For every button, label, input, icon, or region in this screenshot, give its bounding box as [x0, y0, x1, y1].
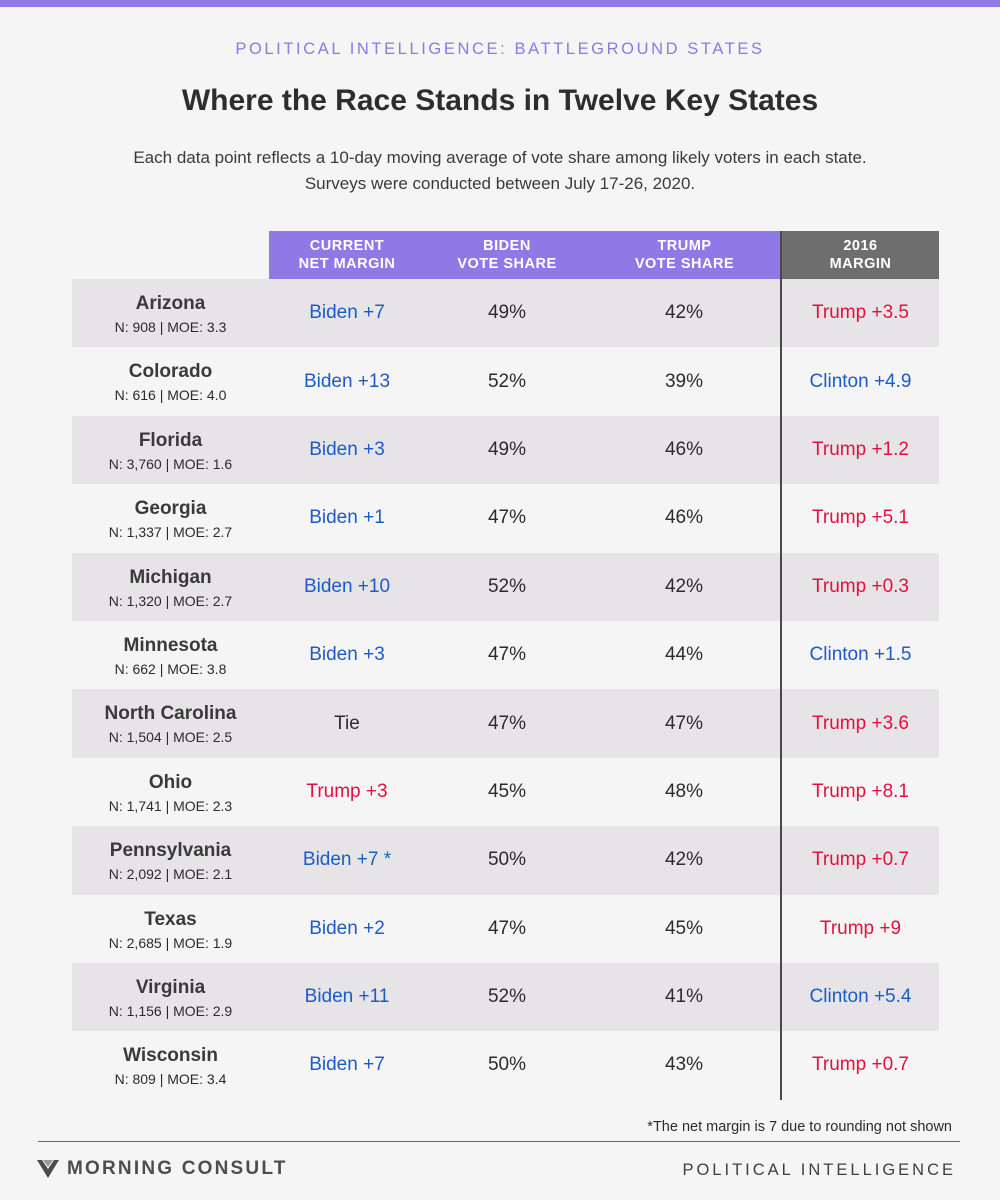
column-header-trump-share: TRUMP VOTE SHARE	[589, 231, 780, 279]
page-title: Where the Race Stands in Twelve Key States	[181, 84, 819, 117]
biden-share-value: 49%	[487, 302, 527, 324]
margin-2016-value: Trump +3.6	[812, 712, 909, 734]
state-name: Arizona	[135, 293, 206, 314]
state-name: Ohio	[148, 771, 193, 793]
table-row	[72, 347, 939, 415]
biden-share-value: 50%	[487, 1054, 527, 1076]
margin-2016-value: Trump +0.3	[812, 575, 909, 597]
margin-2016-value: Trump +9	[819, 917, 902, 939]
state-name: Pennsylvania	[109, 840, 232, 862]
sample-info: N: 1,337 | MOE: 2.7	[108, 524, 233, 541]
margin-2016-value: Trump +1.2	[812, 438, 909, 460]
biden-share-value: 47%	[487, 644, 527, 666]
margin-2016-value: Trump +8.1	[812, 780, 909, 802]
trump-share-value: 42%	[664, 575, 704, 597]
footer-section-label: POLITICAL INTELLIGENCE	[682, 1161, 956, 1179]
sample-info: N: 662 | MOE: 3.8	[114, 660, 227, 677]
state-name: Georgia	[134, 498, 207, 520]
net-margin-value: Biden +3	[309, 438, 385, 460]
top-accent-bar	[0, 0, 1000, 7]
results-table	[72, 279, 939, 1100]
biden-share-value: 47%	[487, 507, 527, 529]
column-header-2016-margin: 2016 MARGIN	[782, 231, 939, 279]
footer-rule	[38, 1141, 960, 1142]
net-margin-value: Biden +3	[309, 644, 385, 666]
sample-info: N: 1,320 | MOE: 2.7	[108, 592, 233, 609]
net-margin-value: Biden +7	[309, 1054, 385, 1076]
trump-share-value: 42%	[664, 302, 704, 324]
state-name: Texas	[144, 908, 197, 930]
margin-2016-value: Clinton +1.5	[809, 644, 912, 666]
footnote: *The net margin is 7 due to rounding not shown	[647, 1119, 952, 1135]
trump-share-value: 43%	[664, 1054, 704, 1076]
trump-share-value: 39%	[664, 370, 704, 392]
net-margin-value: Biden +7	[309, 302, 385, 324]
state-name: Wisconsin	[123, 1045, 218, 1067]
net-margin-value: Biden +7 *	[302, 849, 392, 871]
sample-info: N: 2,685 | MOE: 1.9	[108, 934, 233, 951]
trump-share-value: 41%	[664, 986, 704, 1008]
table-row	[72, 1031, 939, 1099]
state-name: Virginia	[135, 976, 206, 998]
table-row	[72, 621, 939, 689]
subtitle	[0, 145, 1000, 197]
subtitle-line-2: Surveys were conducted between July 17-26, 2020.	[304, 174, 696, 193]
biden-share-value: 47%	[487, 917, 527, 939]
trump-share-value: 46%	[664, 438, 704, 460]
margin-2016-value: Trump +3.5	[812, 302, 909, 324]
state-name: Michigan	[129, 566, 212, 588]
trump-share-value: 42%	[664, 849, 704, 871]
subtitle-line-1: Each data point reflects a 10-day moving average of vote share among likely voters in each state.	[133, 148, 867, 167]
brand	[37, 1158, 288, 1180]
net-margin-value: Biden +2	[309, 917, 385, 939]
net-margin-value: Trump +3	[306, 780, 388, 802]
trump-share-value: 44%	[664, 644, 704, 666]
table-row	[72, 553, 939, 621]
biden-share-value: 49%	[487, 438, 527, 460]
trump-share-value: 46%	[664, 507, 704, 529]
sample-info: N: 1,504 | MOE: 2.5	[108, 729, 233, 746]
sample-info: N: 2,092 | MOE: 2.1	[108, 866, 233, 883]
biden-share-value: 52%	[487, 986, 527, 1008]
column-header-biden-share: BIDEN VOTE SHARE	[425, 231, 589, 279]
margin-2016-value: Clinton +4.9	[809, 370, 912, 392]
net-margin-value: Biden +11	[304, 986, 390, 1008]
table-row	[72, 963, 939, 1031]
table-row	[72, 484, 939, 552]
state-name: Florida	[138, 429, 203, 451]
sample-info: N: 908 | MOE: 3.3	[114, 319, 227, 335]
table-row	[72, 689, 939, 757]
sample-info: N: 1,156 | MOE: 2.9	[108, 1002, 233, 1019]
net-margin-value: Biden +1	[309, 507, 385, 529]
biden-share-value: 52%	[487, 370, 527, 392]
state-name: Colorado	[128, 361, 213, 383]
trump-share-value: 48%	[664, 780, 704, 802]
net-margin-value: Biden +13	[303, 370, 391, 392]
sample-info: N: 1,741 | MOE: 2.3	[108, 797, 233, 814]
table-row	[72, 895, 939, 963]
table-row	[72, 279, 939, 347]
margin-2016-value: Trump +0.7	[812, 1054, 909, 1076]
column-header-net-margin: CURRENT NET MARGIN	[269, 231, 425, 279]
sample-info: N: 616 | MOE: 4.0	[114, 387, 227, 404]
sample-info: N: 3,760 | MOE: 1.6	[108, 455, 233, 472]
morning-consult-logo-icon	[37, 1160, 59, 1178]
biden-share-value: 50%	[487, 849, 527, 871]
column-divider	[780, 231, 782, 1100]
brand-name: MORNING CONSULT	[67, 1158, 288, 1179]
state-name: Minnesota	[123, 634, 218, 656]
net-margin-value: Tie	[334, 712, 360, 734]
margin-2016-value: Clinton +5.4	[809, 986, 912, 1008]
trump-share-value: 47%	[664, 712, 704, 734]
table-row	[72, 826, 939, 894]
margin-2016-value: Trump +5.1	[812, 507, 909, 529]
table-row	[72, 416, 939, 484]
kicker: POLITICAL INTELLIGENCE: BATTLEGROUND STATES	[235, 40, 765, 58]
biden-share-value: 47%	[487, 712, 527, 734]
state-name: North Carolina	[104, 703, 237, 725]
biden-share-value: 52%	[487, 575, 527, 597]
net-margin-value: Biden +10	[303, 575, 391, 597]
biden-share-value: 45%	[487, 780, 527, 802]
margin-2016-value: Trump +0.7	[812, 849, 909, 871]
sample-info: N: 809 | MOE: 3.4	[114, 1071, 227, 1088]
trump-share-value: 45%	[664, 917, 704, 939]
table-row	[72, 758, 939, 826]
